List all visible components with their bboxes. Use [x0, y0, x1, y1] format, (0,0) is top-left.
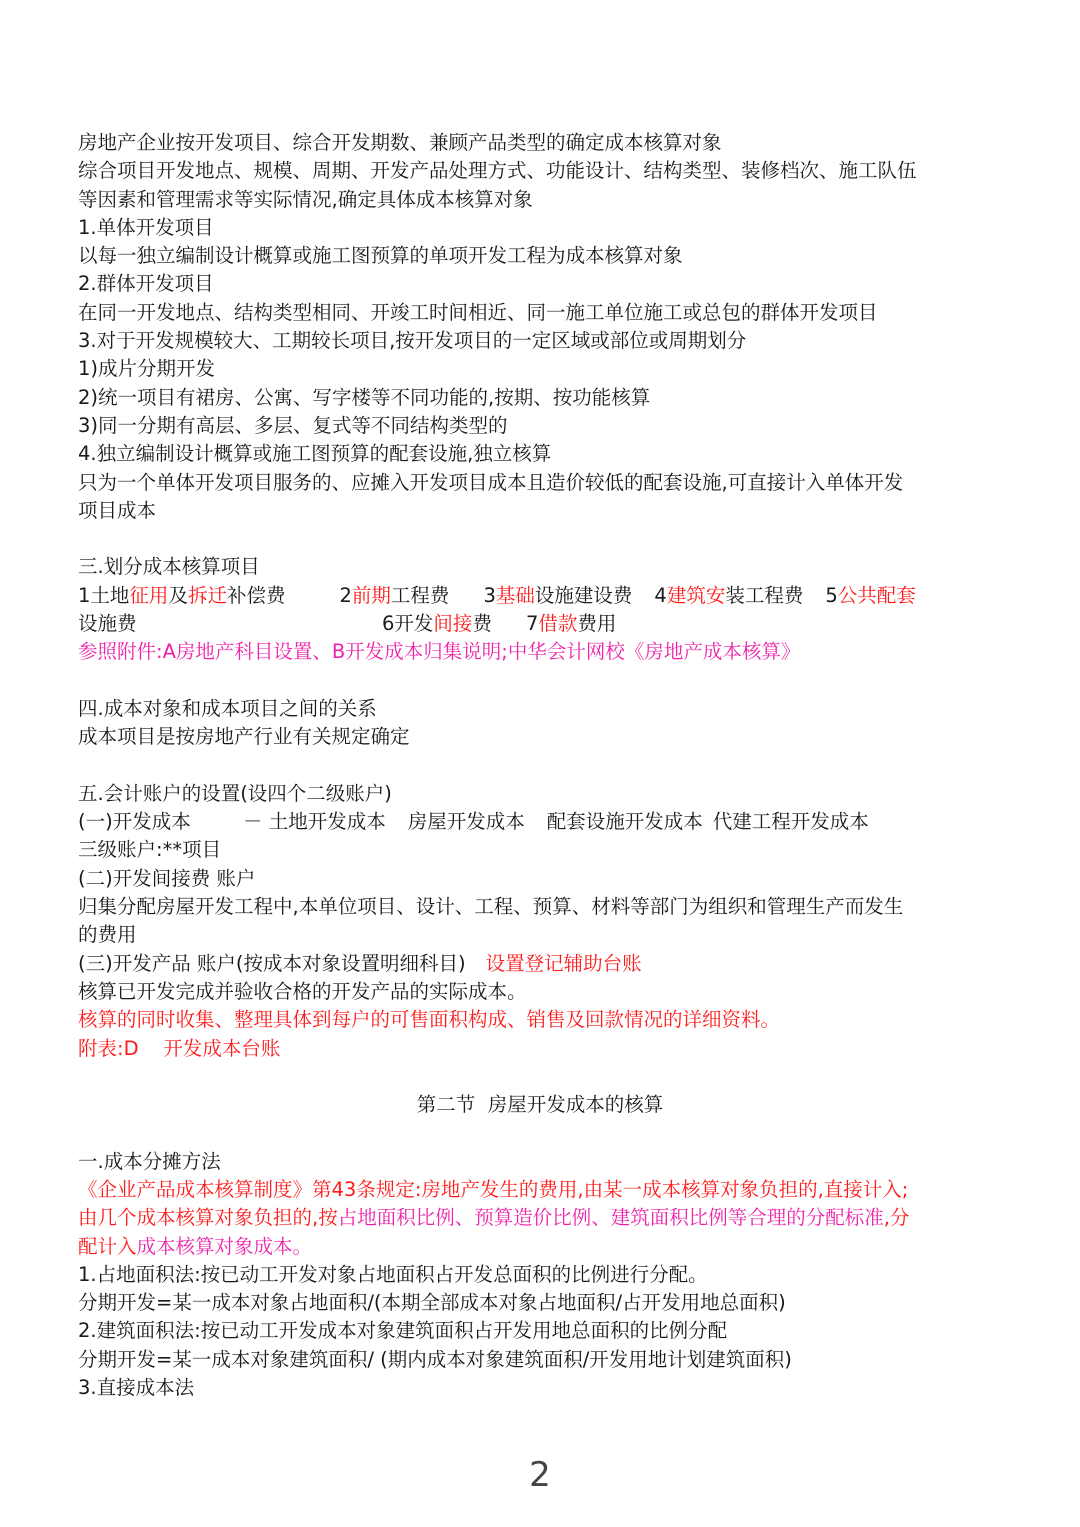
text-line: 只为一个单体开发项目服务的、应摊入开发项目成本且造价较低的配套设施,可直接计入单体开发 — [78, 470, 904, 494]
highlight-line: 附表:D 开发成本台账 — [78, 1036, 281, 1060]
text-line: 归集分配房屋开发工程中,本单位项目、设计、工程、预算、材料等部门为组织和管理生产而发生 — [78, 895, 904, 919]
page-number: 2 — [529, 1455, 551, 1495]
text-line: 成本项目是按房地产行业有关规定确定 — [78, 725, 410, 749]
document-body — [78, 129, 1018, 1402]
text-line: 3.对于开发规模较大、工期较长项目,按开发项目的一定区域或部位或周期划分 — [78, 329, 747, 353]
text-line: 以每一独立编制设计概算或施工图预算的单项开发工程为成本核算对象 — [78, 244, 683, 268]
text-line: 2.群体开发项目 — [78, 272, 214, 296]
text-line: 2)统一项目有裙房、公寓、写字楼等不同功能的,按期、按功能核算 — [78, 385, 651, 409]
cost-items-row-1 — [78, 582, 1018, 610]
cost-item-6: 6开发间接费 — [382, 612, 492, 636]
text-line: 分期开发=某一成本对象建筑面积/ (期内成本对象建筑面积/开发用地计划建筑面积) — [78, 1347, 792, 1371]
text-line: 分期开发=某一成本对象占地面积/(本期全部成本对象占地面积/占开发用地总面积) — [78, 1291, 786, 1315]
cost-item-2: 2前期工程费 — [339, 583, 450, 607]
cost-item-3: 3基础设施建设费 — [483, 583, 633, 607]
text-line: 1.单体开发项目 — [78, 215, 214, 239]
rule-line: 由几个成本核算对象负担的,按占地面积比例、预算造价比例、建筑面积比例等合理的分配标准,分 — [78, 1206, 910, 1230]
account-row: (一)开发成本 － 土地开发成本 房屋开发成本 配套设施开发成本 代建工程开发成本 — [78, 810, 869, 834]
text-line: 等因素和管理需求等实际情况,确定具体成本核算对象 — [78, 187, 533, 211]
cost-item-4: 4建筑安装工程费 — [654, 583, 804, 607]
text-line: 三级账户:**项目 — [78, 838, 222, 862]
cost-items-row-2 — [78, 610, 1018, 638]
section-heading: 三.划分成本核算项目 — [78, 555, 260, 579]
text-line: (二)开发间接费 账户 — [78, 866, 256, 890]
text-line: 1)成片分期开发 — [78, 357, 216, 381]
section-title: 第二节 房屋开发成本的核算 — [416, 1093, 664, 1117]
cost-item-5: 5公共配套 — [825, 583, 916, 607]
text-line: 4.独立编制设计概算或施工图预算的配套设施,独立核算 — [78, 442, 552, 466]
text-line: 1.占地面积法:按已动工开发对象占地面积占开发总面积的比例进行分配。 — [78, 1262, 708, 1286]
cost-item-7: 7借款费用 — [525, 612, 617, 636]
text-line: 项目成本 — [78, 498, 157, 522]
text-line: 核算已开发完成并验收合格的开发产品的实际成本。 — [78, 979, 527, 1003]
text-line: 房地产企业按开发项目、综合开发期数、兼顾产品类型的确定成本核算对象 — [78, 131, 722, 154]
rule-line: 配计入成本核算对象成本。 — [78, 1234, 313, 1258]
reference-note: 参照附件:A房地产科目设置、B开发成本归集说明;中华会计网校《房地产成本核算》 — [78, 640, 801, 664]
text-line: 在同一开发地点、结构类型相同、开竣工时间相近、同一施工单位施工或总包的群体开发项目 — [78, 300, 878, 324]
cost-item-1: 1土地征用及拆迁补偿费 — [78, 583, 286, 607]
rule-line: 《企业产品成本核算制度》第43条规定:房地产发生的费用,由某一成本核算对象负担的,直接计入; — [78, 1177, 909, 1201]
highlight-line: 核算的同时收集、整理具体到每户的可售面积构成、销售及回款情况的详细资料。 — [78, 1008, 781, 1032]
text-line: 2.建筑面积法:按已动工开发成本对象建筑面积占开发用地总面积的比例分配 — [78, 1319, 728, 1343]
account-row: (三)开发产品 账户(按成本对象设置明细科目) 设置登记辅助台账 — [78, 951, 642, 975]
cost-item-5-cont: 设施费 — [78, 612, 137, 636]
text-line: 3.直接成本法 — [78, 1376, 195, 1400]
section-heading: 四.成本对象和成本项目之间的关系 — [78, 696, 377, 720]
text-line: 3)同一分期有高层、多层、复式等不同结构类型的 — [78, 413, 508, 437]
text-line: 的费用 — [78, 923, 137, 947]
section-heading: 五.会计账户的设置(设四个二级账户) — [78, 781, 392, 805]
text-line: 综合项目开发地点、规模、周期、开发产品处理方式、功能设计、结构类型、装修档次、施工队伍 — [78, 159, 917, 183]
section-heading: 一.成本分摊方法 — [78, 1149, 221, 1173]
